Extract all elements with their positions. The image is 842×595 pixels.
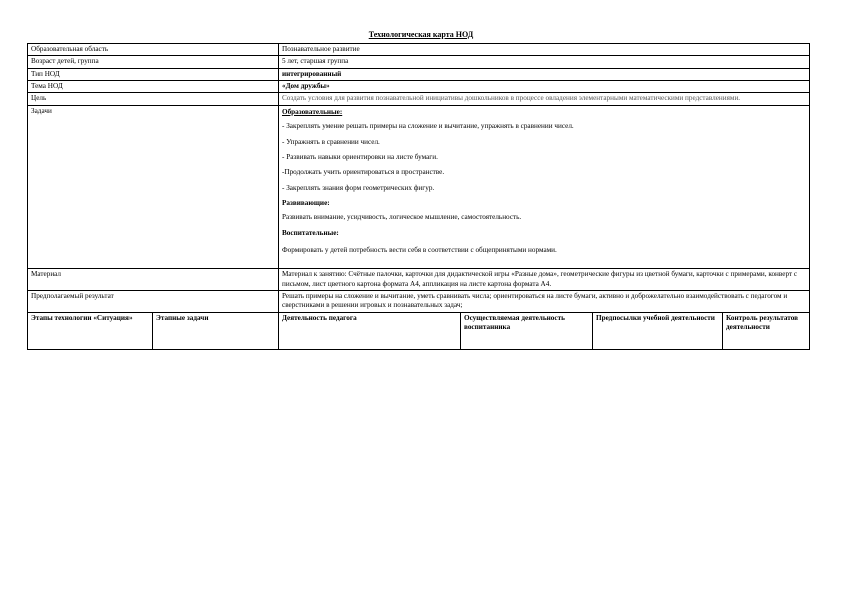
theme-label: Тема НОД <box>28 81 279 93</box>
type-value: интегрированный <box>279 68 810 80</box>
columns-header-row <box>28 312 810 349</box>
page-title: Технологическая карта НОД <box>368 30 474 39</box>
tasks-label: Задачи <box>28 105 279 269</box>
row-material <box>28 269 810 291</box>
area-value: Познавательное развитие <box>279 44 810 56</box>
column-header-pupil-activity: Осуществляемая деятельность воспитанника <box>461 312 593 349</box>
row-area <box>28 44 810 56</box>
developing-task: Развивать внимание, усидчивость, логическое мышление, самостоятельность. <box>282 213 522 222</box>
result-value: Решать примеры на сложение и вычитание, уметь сравнивать числа; ориентироваться на листе бумаги, активно и доброжелательно взаимодействовать с педагогом и сверстниками в решении игровых и познавательных задач; <box>279 291 810 313</box>
educational-task: - Развивать навыки ориентировки на листе бумаги. <box>282 152 438 161</box>
upbringing-heading: Воспитательные: <box>282 228 339 237</box>
material-label: Материал <box>28 269 279 291</box>
row-result <box>28 291 810 313</box>
upbringing-task: Формировать у детей потребность вести себя в соответствии с общепринятыми нормами. <box>282 246 557 255</box>
goal-value: Создать условия для развития познавательной инициативы дошкольников в процессе овладения элементарными математическими представлениями. <box>279 93 810 105</box>
age-value: 5 лет, старшая группа <box>279 56 810 68</box>
column-header-stage-tasks: Этапные задачи <box>153 312 279 349</box>
educational-heading: Образовательные: <box>282 107 343 116</box>
educational-task: - Закреплять знания форм геометрических фигур. <box>282 183 435 192</box>
row-theme <box>28 81 810 93</box>
area-label: Образовательная область <box>28 44 279 56</box>
row-goal <box>28 93 810 105</box>
column-header-prerequisites: Предпосылки учебной деятельности <box>593 312 723 349</box>
material-value: Материал к занятию: Счётные палочки, карточки для дидактической игры «Разные дома», геометрические фигуры из цветной бумаги, карточки с примерами, конверт с письмом, лист цветного картона формата А4, аппликация на листе картона формата А4. <box>279 269 810 291</box>
age-label: Возраст детей, группа <box>28 56 279 68</box>
goal-label: Цель <box>28 93 279 105</box>
tasks-value <box>279 105 810 269</box>
column-header-control: Контроль результатов деятельности <box>723 312 810 349</box>
type-label: Тип НОД <box>28 68 279 80</box>
column-header-teacher-activity: Деятельность педагога <box>279 312 461 349</box>
row-tasks <box>28 105 810 269</box>
column-header-stages: Этапы технологии «Ситуация» <box>28 312 153 349</box>
educational-task: - Закреплять умение решать примеры на сложение и вычитание, упражнять в сравнении чисел. <box>282 122 574 131</box>
technology-map-table <box>27 43 810 350</box>
theme-value: «Дом дружбы» <box>279 81 810 93</box>
developing-heading: Развивающие: <box>282 198 330 207</box>
educational-task: -Продолжать учить ориентироваться в пространстве. <box>282 168 445 177</box>
result-label: Предполагаемый результат <box>28 291 279 313</box>
row-age <box>28 56 810 68</box>
row-type <box>28 68 810 80</box>
educational-task: - Упражнять в сравнении чисел. <box>282 137 380 146</box>
